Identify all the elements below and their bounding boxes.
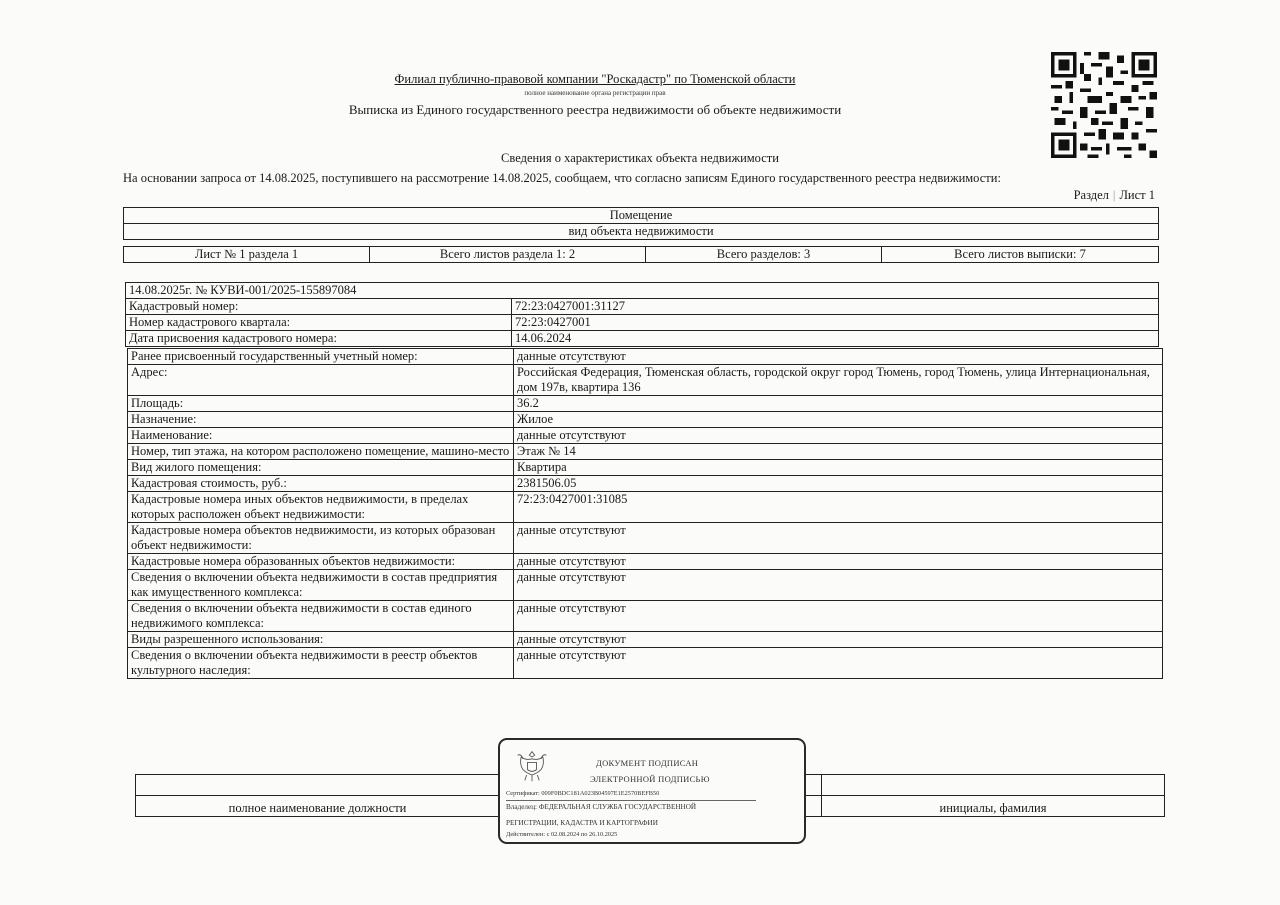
table-row [128, 428, 1163, 444]
detail-label: Кадастровые номера иных объектов недвижимости, в пределах которых расположен объект недвижимости: [128, 492, 514, 523]
detail-value: данные отсутствуют [514, 601, 1163, 632]
total-extract-sheets: Всего листов выписки: 7 [882, 247, 1159, 263]
detail-label: Назначение: [128, 412, 514, 428]
razdel-sheet-label: Раздел | Лист 1 [1073, 188, 1155, 202]
detail-label: Виды разрешенного использования: [128, 632, 514, 648]
table-row [128, 476, 1163, 492]
table-row [128, 570, 1163, 601]
table-row [128, 460, 1163, 476]
meta-value: 14.06.2024 [512, 331, 1159, 347]
meta-label: Кадастровый номер: [126, 299, 512, 315]
table-row [128, 349, 1163, 365]
object-type-caption: вид объекта недвижимости [124, 224, 1159, 240]
detail-label: Наименование: [128, 428, 514, 444]
table-row [128, 601, 1163, 632]
cadastral-meta-table [125, 282, 1159, 347]
detail-value: Жилое [514, 412, 1163, 428]
sheet-number: Лист № 1 раздела 1 [124, 247, 370, 263]
detail-value: Этаж № 14 [514, 444, 1163, 460]
document-title: Выписка из Единого государственного реестра недвижимости об объекте недвижимости [348, 102, 842, 117]
stamp-owner: Владелец: ФЕДЕРАЛЬНАЯ СЛУЖБА ГОСУДАРСТВЕННОЙ [506, 803, 697, 811]
detail-label: Вид жилого помещения: [128, 460, 514, 476]
position-caption: полное наименование должности [136, 796, 500, 817]
organization-caption: полное наименование органа регистрации прав [524, 89, 666, 97]
detail-label: Кадастровые номера объектов недвижимости, из которых образован объект недвижимости: [128, 523, 514, 554]
total-sections: Всего разделов: 3 [646, 247, 882, 263]
stamp-certificate: Сертификат: 009F0BDC181A023B04597E1E2570BEFB50 [506, 790, 660, 797]
meta-label: Номер кадастрового квартала: [126, 315, 512, 331]
detail-value: данные отсутствуют [514, 523, 1163, 554]
stamp-owner-continued: РЕГИСТРАЦИИ, КАДАСТРА И КАРТОГРАФИИ [506, 819, 658, 827]
detail-label: Кадастровая стоимость, руб.: [128, 476, 514, 492]
property-details-table [127, 348, 1163, 679]
detail-value: данные отсутствуют [514, 554, 1163, 570]
request-basis-text: На основании запроса от 14.08.2025, поступившего на рассмотрение 14.08.2025, сообщаем, что согласно записям Единого государственного реестра недвижимости: [123, 171, 1001, 185]
table-row [128, 444, 1163, 460]
stamp-divider [506, 800, 756, 801]
object-type: Помещение [124, 208, 1159, 224]
table-row [128, 648, 1163, 679]
table-row [128, 632, 1163, 648]
organization-name: Филиал публично-правовой компании "Роскадастр" по Тюменской области [394, 72, 796, 86]
stamp-subtitle: ЭЛЕКТРОННОЙ ПОДПИСЬЮ [590, 774, 710, 784]
detail-label: Сведения о включении объекта недвижимости в состав единого недвижимого комплекса: [128, 601, 514, 632]
detail-value: данные отсутствуют [514, 349, 1163, 365]
detail-value: данные отсутствуют [514, 570, 1163, 601]
meta-label: Дата присвоения кадастрового номера: [126, 331, 512, 347]
detail-label: Ранее присвоенный государственный учетный номер: [128, 349, 514, 365]
detail-label: Сведения о включении объекта недвижимости в состав предприятия как имущественного комплекса: [128, 570, 514, 601]
detail-value: 36.2 [514, 396, 1163, 412]
detail-value: данные отсутствуют [514, 632, 1163, 648]
record-number: 14.08.2025г. № КУВИ-001/2025-155897084 [126, 283, 1159, 299]
table-row [126, 299, 1159, 315]
meta-value: 72:23:0427001 [512, 315, 1159, 331]
detail-value: данные отсутствуют [514, 428, 1163, 444]
detail-value: данные отсутствуют [514, 648, 1163, 679]
table-row [128, 554, 1163, 570]
detail-label: Площадь: [128, 396, 514, 412]
detail-label: Кадастровые номера образованных объектов недвижимости: [128, 554, 514, 570]
table-row [128, 412, 1163, 428]
detail-value: Квартира [514, 460, 1163, 476]
coat-of-arms-icon [514, 748, 550, 784]
stamp-title: ДОКУМЕНТ ПОДПИСАН [596, 758, 699, 768]
table-row [126, 315, 1159, 331]
stamp-validity: Действителен: с 02.08.2024 по 26.10.2025 [506, 831, 618, 838]
qr-code [1050, 52, 1158, 158]
section-title: Сведения о характеристиках объекта недвижимости [501, 151, 779, 165]
detail-value: 72:23:0427001:31085 [514, 492, 1163, 523]
electronic-signature-stamp [498, 738, 806, 844]
table-row [128, 396, 1163, 412]
detail-value: Российская Федерация, Тюменская область, городской округ город Тюмень, город Тюмень, улица Интернациональная, дом 197в, квартира 136 [514, 365, 1163, 396]
table-row [128, 523, 1163, 554]
table-row [128, 492, 1163, 523]
sheet-label: Лист 1 [1119, 188, 1155, 202]
sheets-info-table [123, 246, 1159, 263]
table-row [128, 365, 1163, 396]
detail-label: Сведения о включении объекта недвижимости в реестр объектов культурного наследия: [128, 648, 514, 679]
total-section-sheets: Всего листов раздела 1: 2 [370, 247, 646, 263]
name-caption: инициалы, фамилия [822, 796, 1165, 817]
meta-value: 72:23:0427001:31127 [512, 299, 1159, 315]
razdel-label: Раздел [1073, 188, 1109, 202]
detail-label: Адрес: [128, 365, 514, 396]
detail-value: 2381506.05 [514, 476, 1163, 492]
object-type-table [123, 207, 1159, 240]
table-row [126, 331, 1159, 347]
detail-label: Номер, тип этажа, на котором расположено помещение, машино-место [128, 444, 514, 460]
